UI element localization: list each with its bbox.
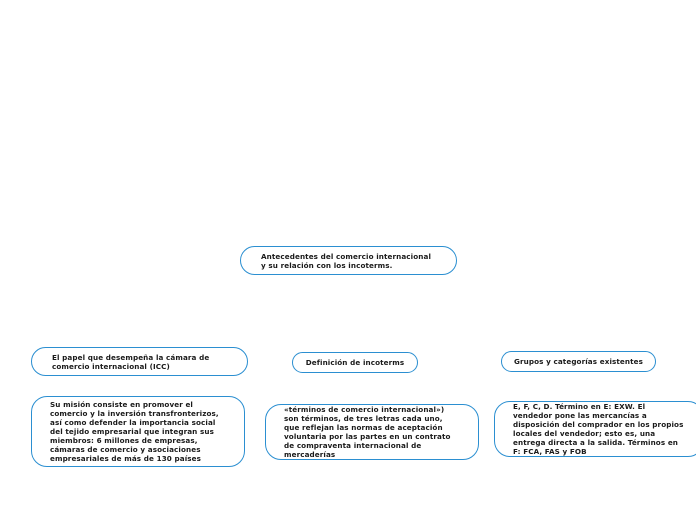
incoterms-terms-node[interactable] <box>265 404 479 460</box>
incoterms-definition-node[interactable] <box>292 352 418 373</box>
groups-categories-text: Grupos y categorías existentes <box>513 357 644 366</box>
groups-categories-node[interactable] <box>501 351 656 372</box>
efcd-groups-node[interactable] <box>494 401 696 457</box>
icc-mission-node[interactable] <box>31 396 245 467</box>
incoterms-definition-text: Definición de incoterms <box>305 358 405 367</box>
icc-mission-text: Su misión consiste en promover el comercio y la inversión transfronterizos, así como defender la importancia social del tejido empresarial que integran sus miembros: 6 millones de empresas, cámaras de comercio y asociaciones empresariales de más de 130 países <box>50 400 219 463</box>
central-topic-node[interactable] <box>240 246 457 275</box>
central-topic-text: Antecedentes del comercio internacional y su relación con los incoterms. <box>261 251 432 270</box>
incoterms-terms-text: «términos de comercio internacional») son términos, de tres letras cada uno, que reflejan las normas de aceptación voluntaria por las partes en un contrato de compraventa internacional de mercaderías <box>284 405 451 459</box>
icc-role-node[interactable] <box>31 347 248 376</box>
efcd-groups-text: E, F, C, D. Término en E: EXW. El vendedor pone las mercancías a disposición del comprador en los propios locales del vendedor; esto es, una entrega directa a la salida. Términos en F: FCA, FAS y FOB <box>513 402 684 456</box>
icc-role-text: El papel que desempeña la cámara de comercio internacional (ICC) <box>52 352 210 371</box>
